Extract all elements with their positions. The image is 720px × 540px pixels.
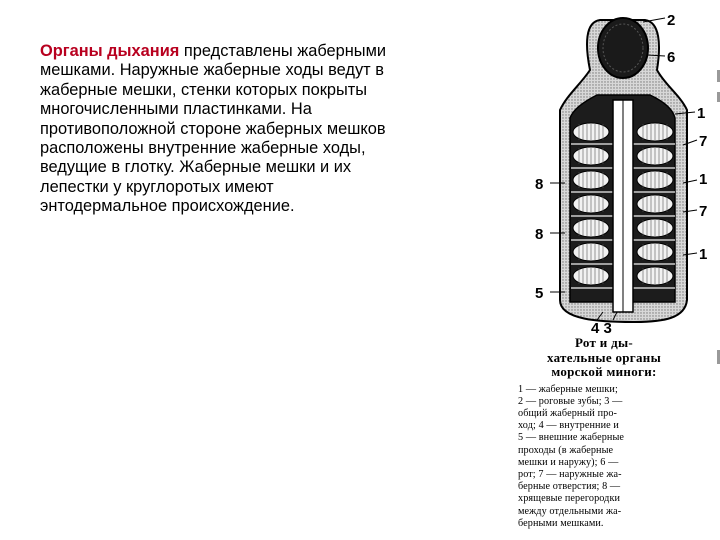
legend-line: проходы (в жаберные: [518, 444, 614, 456]
legend-line: берные отверстия; 8 —: [518, 481, 621, 493]
label-5: 5: [535, 285, 544, 302]
caption-title-line: морской миноги:: [551, 364, 657, 379]
legend-line: 5 — внешние жаберные: [518, 432, 625, 444]
legend-line: хрящевые перегородки: [518, 493, 621, 505]
legend-line: мешки и наружу); 6 —: [518, 456, 619, 468]
label-7b: 7: [699, 203, 708, 220]
label-6: 6: [667, 49, 676, 66]
figure-caption: [518, 336, 690, 530]
label-8a: 8: [535, 176, 544, 193]
caption-title-line: хательные органы: [546, 349, 662, 365]
caption-title: [518, 336, 690, 380]
caption-title-line: Рот и ды-: [574, 335, 634, 350]
label-1a: 1: [697, 105, 706, 122]
label-7a: 7: [699, 133, 708, 150]
caption-legend: [518, 384, 690, 530]
legend-line: между отдельными жа-: [518, 505, 622, 517]
legend-line: общий жаберный про-: [518, 407, 618, 419]
label-1b: 1: [699, 171, 708, 188]
label-8b: 8: [535, 226, 544, 243]
mouth-disc: [598, 18, 648, 78]
label-2: 2: [667, 12, 676, 29]
legend-line: берными мешками.: [518, 517, 604, 529]
description-body: представлены жаберными мешками. Наружные жаберные ходы ведут в жаберные мешки, стенки которых покрыты многочисленными пластинками. На противоположной стороне жаберных мешков расположены внутренние жаберные ходы, ведущие в глотку. Жаберные мешки и их лепестки у круглоротых имеют энтодермальное происхождение.: [40, 42, 387, 216]
highlight-term: Органы дыхания: [40, 42, 180, 60]
label-4-3: 4 3: [591, 320, 612, 337]
description-paragraph: [40, 42, 400, 217]
legend-line: рот; 7 — наружные жа-: [518, 468, 622, 480]
label-1c: 1: [699, 246, 708, 263]
legend-line: ход; 4 — внутренние и: [518, 420, 619, 432]
legend-line: 1 — жаберные мешки;: [518, 383, 618, 395]
legend-line: 2 — роговые зубы; 3 —: [518, 395, 623, 407]
